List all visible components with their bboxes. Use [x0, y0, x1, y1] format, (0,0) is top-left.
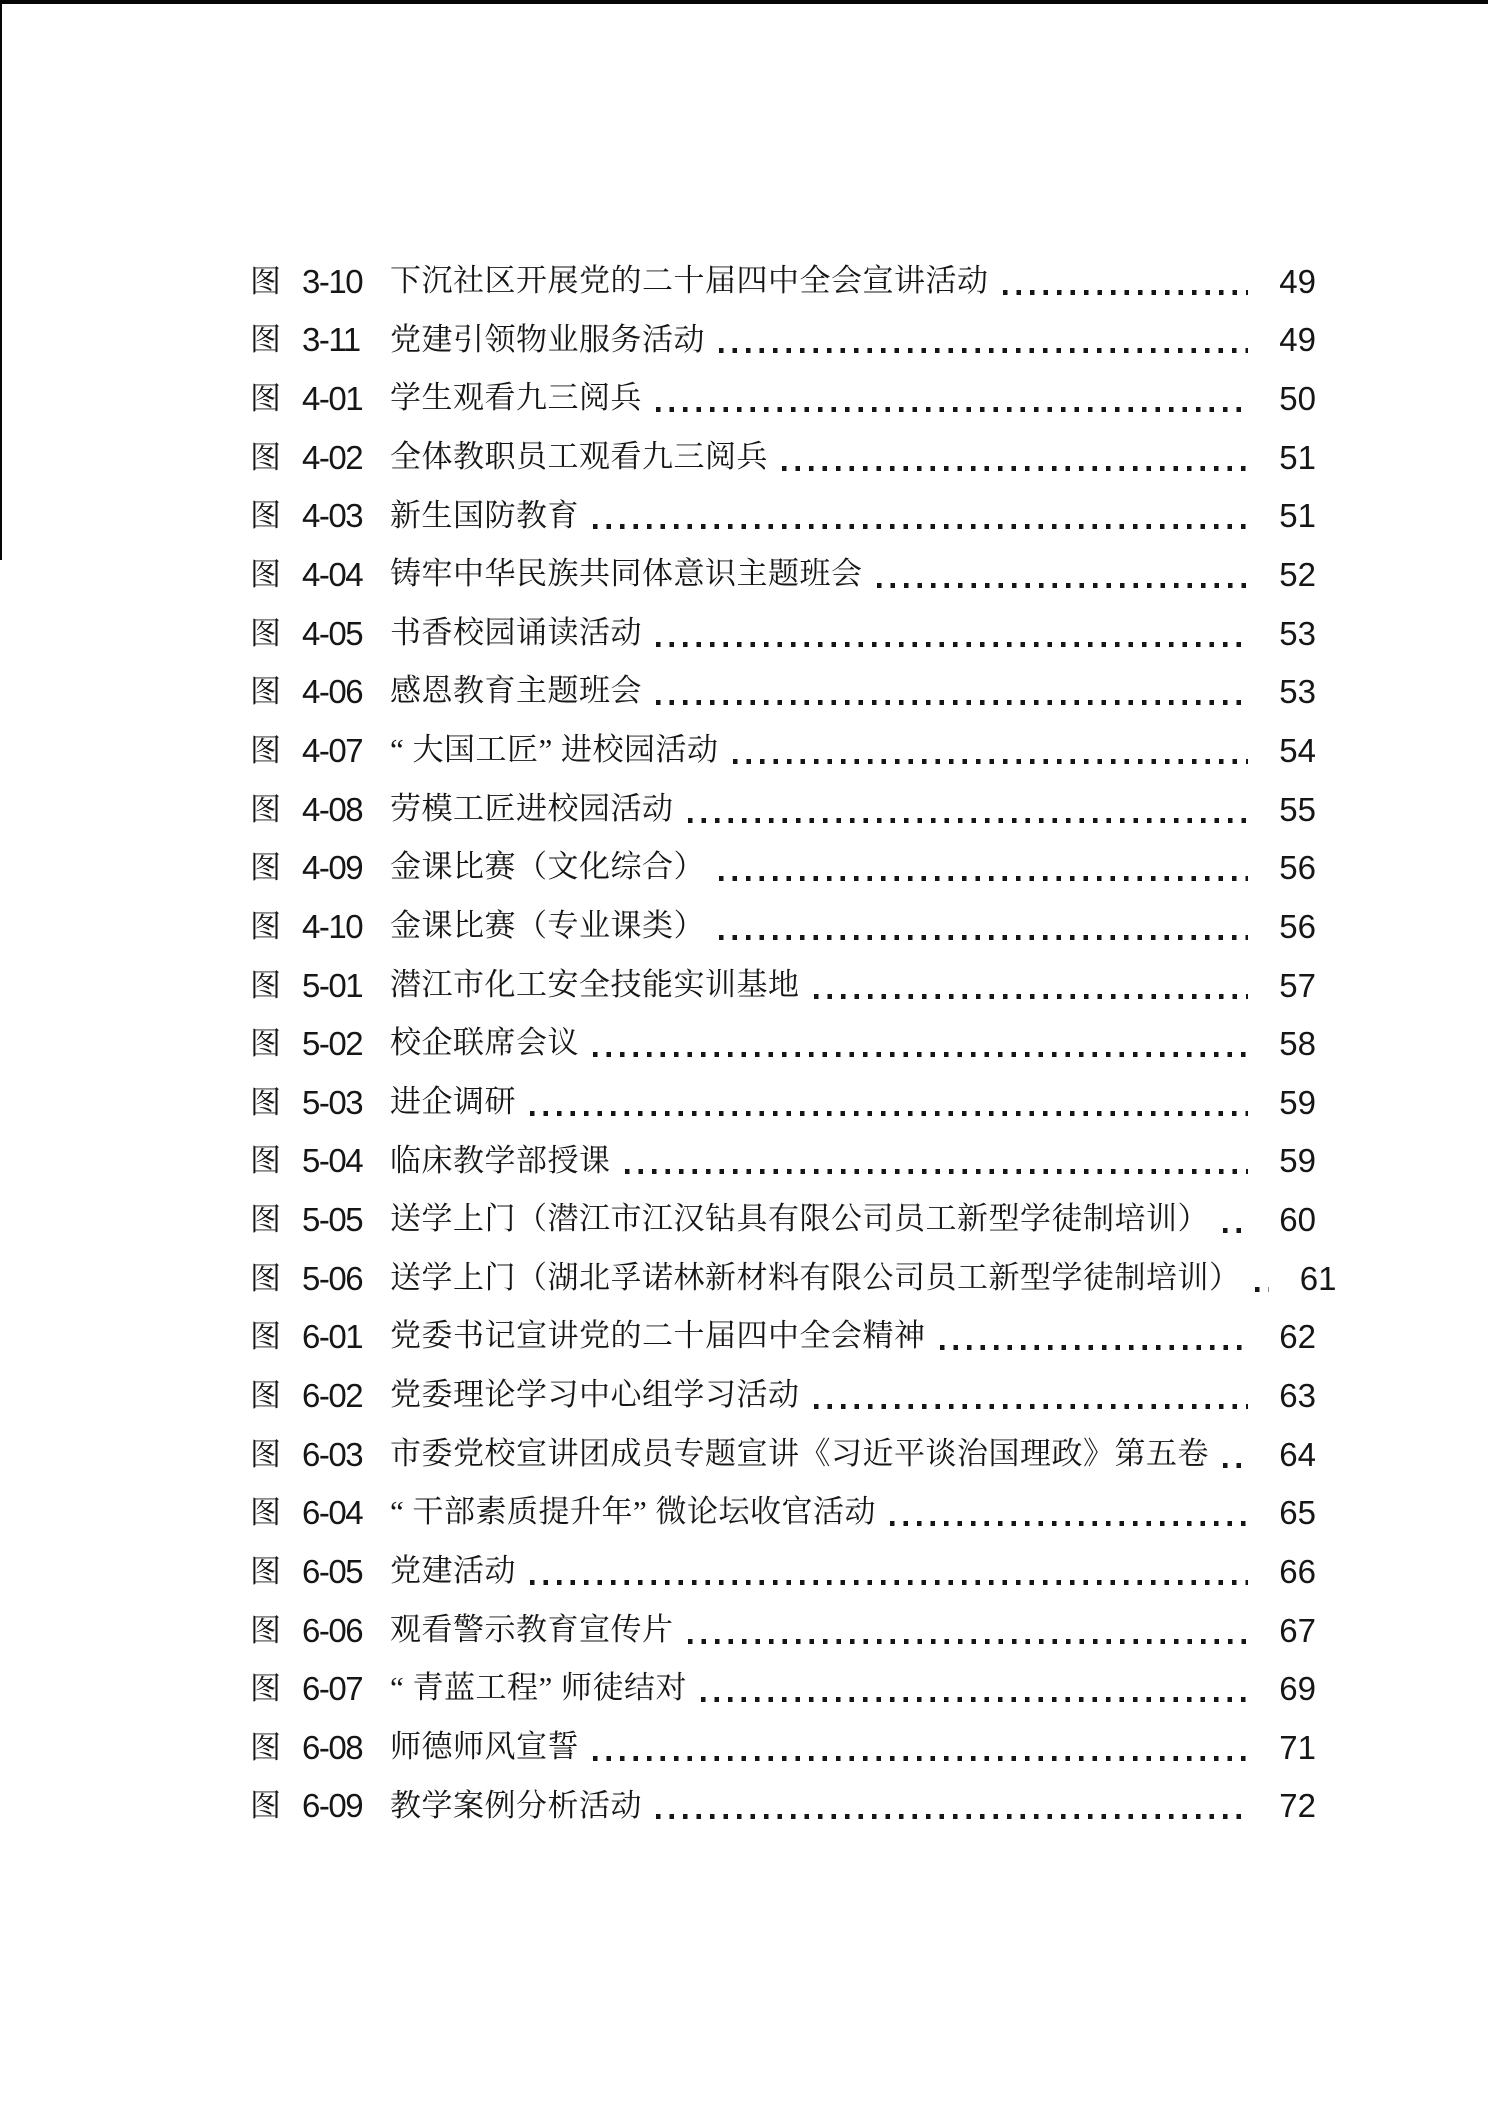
figure-page-number: 50: [1279, 380, 1316, 418]
figure-title: 市委党校宣讲团成员专题宣讲《习近平谈治国理政》第五卷: [390, 1435, 1209, 1471]
figure-label: 图: [250, 439, 281, 475]
figure-entry: [250, 1073, 1316, 1132]
figure-title: 送学上门（湖北孚诺林新材料有限公司员工新型学徒制培训）: [390, 1259, 1241, 1295]
figure-entry: [250, 1308, 1316, 1367]
figure-page-number: 62: [1279, 1318, 1316, 1356]
figure-number: 4-10: [302, 907, 363, 945]
figure-page-number: 59: [1279, 1083, 1316, 1121]
figure-number: 5-02: [302, 1025, 363, 1063]
figure-label: 图: [250, 1671, 281, 1707]
figure-title: 新生国防教育: [390, 497, 579, 533]
figure-entry: [250, 1425, 1316, 1484]
dot-leader: [530, 1111, 1248, 1116]
figure-label: 图: [250, 1495, 281, 1531]
figure-entry: [250, 780, 1316, 839]
figure-title: 党委理论学习中心组学习活动: [390, 1377, 800, 1413]
figure-label: 图: [250, 557, 281, 593]
figure-title: 学生观看九三阅兵: [390, 380, 642, 416]
figure-entry: [250, 1366, 1316, 1425]
figure-label: 图: [250, 1377, 281, 1413]
figure-page-number: 51: [1279, 438, 1316, 476]
figure-number: 6-03: [302, 1435, 363, 1473]
figure-title: 感恩教育主题班会: [390, 673, 642, 709]
figure-entry: [250, 1249, 1337, 1308]
figure-label: 图: [250, 1260, 281, 1296]
figure-label: 图: [250, 263, 281, 299]
dot-leader: [719, 348, 1248, 353]
figure-number: 5-01: [302, 966, 363, 1004]
figure-page-number: 53: [1279, 673, 1316, 711]
figure-page-number: 49: [1279, 262, 1316, 300]
figure-title: 党委书记宣讲党的二十届四中全会精神: [390, 1318, 926, 1354]
figure-number: 4-03: [302, 497, 363, 535]
figure-page-number: 56: [1279, 907, 1316, 945]
figure-number: 4-07: [302, 731, 363, 769]
figure-page-number: 67: [1279, 1611, 1316, 1649]
dot-leader: [656, 700, 1248, 705]
figure-page-number: 57: [1279, 966, 1316, 1004]
figure-title: 金课比赛（文化综合）: [390, 849, 705, 885]
figure-page-number: 61: [1299, 1259, 1337, 1297]
figure-label: 图: [250, 1729, 281, 1765]
dot-leader: [1223, 1228, 1248, 1233]
figure-page-number: 71: [1279, 1728, 1316, 1766]
figure-entry: [250, 1483, 1316, 1542]
figure-number: 4-05: [302, 614, 363, 652]
figure-title: 师德师风宣誓: [390, 1728, 579, 1764]
figure-label: 图: [250, 1143, 281, 1179]
figure-number: 6-05: [302, 1552, 363, 1590]
figure-label: 图: [250, 850, 281, 886]
dot-leader: [890, 1521, 1248, 1526]
figure-title: 下沉社区开展党的二十届四中全会宣讲活动: [390, 262, 989, 298]
figure-label: 图: [250, 1436, 281, 1472]
figure-label: 图: [250, 1612, 281, 1648]
dot-leader: [688, 818, 1249, 823]
dot-leader: [593, 1052, 1248, 1057]
figure-title: 劳模工匠进校园活动: [390, 790, 674, 826]
figure-entry: [250, 662, 1316, 721]
figure-label: 图: [250, 1788, 281, 1824]
figure-number: 4-04: [302, 556, 363, 594]
dot-leader: [530, 1580, 1248, 1585]
dot-leader: [782, 466, 1248, 471]
dot-leader: [656, 407, 1248, 412]
figure-number: 3-11: [302, 321, 360, 359]
figure-label: 图: [250, 615, 281, 651]
figure-number: 4-02: [302, 438, 363, 476]
figure-number: 4-01: [302, 380, 363, 418]
dot-leader: [940, 1345, 1249, 1350]
figure-entry: [250, 487, 1316, 546]
scan-edge-left: [0, 0, 2, 560]
figure-page-number: 55: [1279, 790, 1316, 828]
dot-leader: [814, 1404, 1249, 1409]
figure-entry: [250, 956, 1316, 1015]
figure-number: 3-10: [302, 262, 363, 300]
figure-number: 5-04: [302, 1142, 363, 1180]
figure-entry: [250, 1014, 1316, 1073]
figure-number: 6-09: [302, 1787, 363, 1825]
figure-title: 铸牢中华民族共同体意识主题班会: [390, 556, 863, 592]
figure-title: “ 干部素质提升年” 微论坛收官活动: [390, 1494, 877, 1530]
figure-page-number: 66: [1279, 1552, 1316, 1590]
figure-page-number: 49: [1279, 321, 1316, 359]
figure-page-number: 59: [1279, 1142, 1316, 1180]
figure-label: 图: [250, 1026, 281, 1062]
figure-number: 4-09: [302, 849, 363, 887]
figure-label: 图: [250, 1553, 281, 1589]
figure-entry: [250, 838, 1316, 897]
figure-number: 6-02: [302, 1376, 363, 1414]
figure-number: 4-08: [302, 790, 363, 828]
figure-title: 教学案例分析活动: [390, 1787, 642, 1823]
list-of-figures: [250, 252, 1337, 1835]
figure-number: 6-06: [302, 1611, 363, 1649]
dot-leader: [814, 994, 1249, 999]
figure-entry: [250, 1542, 1316, 1601]
dot-leader: [656, 642, 1248, 647]
dot-leader: [593, 524, 1248, 529]
dot-leader: [701, 1697, 1248, 1702]
figure-entry: [250, 1777, 1316, 1836]
figure-title: 党建活动: [390, 1553, 516, 1589]
dot-leader: [1223, 1463, 1248, 1468]
figure-entry: [250, 721, 1316, 780]
figure-page-number: 63: [1279, 1376, 1316, 1414]
dot-leader: [719, 876, 1248, 881]
scan-edge-top: [0, 0, 1488, 4]
figure-number: 6-04: [302, 1494, 363, 1532]
figure-number: 6-08: [302, 1728, 363, 1766]
dot-leader: [877, 583, 1249, 588]
figure-title: 书香校园诵读活动: [390, 614, 642, 650]
figure-entry: [250, 311, 1316, 370]
figure-page-number: 52: [1279, 556, 1316, 594]
figure-number: 6-07: [302, 1670, 363, 1708]
figure-page-number: 54: [1279, 731, 1316, 769]
figure-entry: [250, 252, 1316, 311]
figure-entry: [250, 1718, 1316, 1777]
figure-title: 金课比赛（专业课类）: [390, 907, 705, 943]
dot-leader: [625, 1169, 1249, 1174]
figure-entry: [250, 428, 1316, 487]
dot-leader: [1003, 290, 1249, 295]
figure-entry: [250, 545, 1316, 604]
figure-title: “ 大国工匠” 进校园活动: [390, 732, 719, 768]
figure-number: 6-01: [302, 1318, 363, 1356]
figure-entry: [250, 1601, 1316, 1660]
dot-leader: [593, 1756, 1248, 1761]
figure-title: 党建引领物业服务活动: [390, 321, 705, 357]
figure-page-number: 56: [1279, 849, 1316, 887]
figure-label: 图: [250, 791, 281, 827]
figure-number: 4-06: [302, 673, 363, 711]
figure-page-number: 60: [1279, 1201, 1316, 1239]
figure-title: 潜江市化工安全技能实训基地: [390, 966, 800, 1002]
dot-leader: [1255, 1287, 1269, 1292]
figure-page-number: 72: [1279, 1787, 1316, 1825]
figure-label: 图: [250, 322, 281, 358]
figure-title: “ 青蓝工程” 师徒结对: [390, 1670, 688, 1706]
figure-entry: [250, 369, 1316, 428]
figure-page-number: 51: [1279, 497, 1316, 535]
figure-title: 临床教学部授课: [390, 1142, 611, 1178]
figure-page-number: 65: [1279, 1494, 1316, 1532]
figure-label: 图: [250, 381, 281, 417]
figure-label: 图: [250, 1202, 281, 1238]
figure-entry: [250, 1190, 1316, 1249]
figure-entry: [250, 1659, 1316, 1718]
dot-leader: [733, 759, 1248, 764]
figure-label: 图: [250, 967, 281, 1003]
figure-title: 送学上门（潜江市江汉钻具有限公司员工新型学徒制培训）: [390, 1201, 1209, 1237]
figure-title: 进企调研: [390, 1083, 516, 1119]
figure-label: 图: [250, 1084, 281, 1120]
figure-number: 5-05: [302, 1201, 363, 1239]
dot-leader: [719, 935, 1248, 940]
figure-page-number: 69: [1279, 1670, 1316, 1708]
figure-page-number: 58: [1279, 1025, 1316, 1063]
figure-label: 图: [250, 674, 281, 710]
figure-title: 观看警示教育宣传片: [390, 1611, 674, 1647]
figure-entry: [250, 897, 1316, 956]
figure-page-number: 53: [1279, 614, 1316, 652]
figure-label: 图: [250, 732, 281, 768]
dot-leader: [688, 1639, 1249, 1644]
dot-leader: [656, 1814, 1248, 1819]
figure-entry: [250, 1132, 1316, 1191]
figure-page-number: 64: [1279, 1435, 1316, 1473]
figure-title: 校企联席会议: [390, 1025, 579, 1061]
figure-number: 5-03: [302, 1083, 363, 1121]
figure-title: 全体教职员工观看九三阅兵: [390, 438, 768, 474]
figure-label: 图: [250, 1319, 281, 1355]
figure-number: 5-06: [302, 1259, 363, 1297]
figure-label: 图: [250, 908, 281, 944]
figure-label: 图: [250, 498, 281, 534]
figure-entry: [250, 604, 1316, 663]
